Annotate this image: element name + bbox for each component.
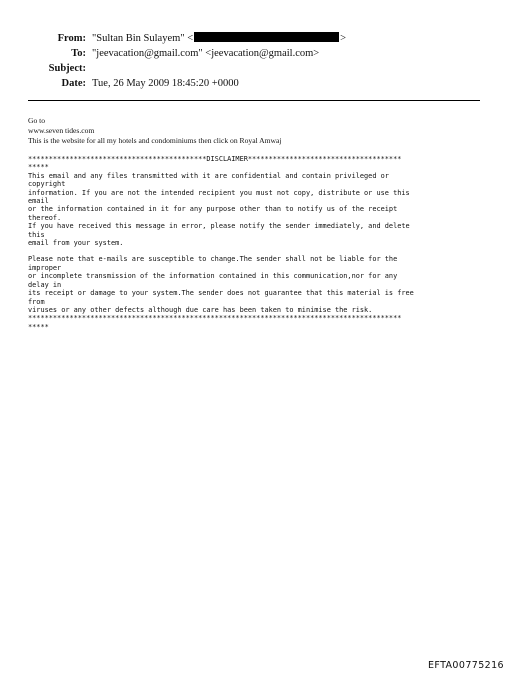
disclaimer-line: This email and any files transmitted with it are confidential and contain privileged or <box>28 171 389 180</box>
notice-line: viruses or any other defects although due care has been taken to minimise the risk. <box>28 305 373 314</box>
redaction-bar <box>194 32 339 42</box>
disclaimer-line: email from your system. <box>28 239 124 248</box>
notice-line: ***** <box>28 322 49 331</box>
header-divider <box>28 100 480 101</box>
from-label: From: <box>57 33 86 44</box>
disclaimer-line: If you have received this message in error, please notify the sender immediately, and delete <box>28 222 410 231</box>
disclaimer-line: this <box>28 230 45 239</box>
disclaimer-line: information. If you are not the intended recipient you must not copy, distribute or use this <box>28 188 410 197</box>
disclaimer-line: or the information contained in it for any purpose other than to notify us of the receipt <box>28 205 398 214</box>
disclaimer-line: *******************************************DISCLAIMER************************************* <box>28 155 402 163</box>
email-header <box>30 31 490 91</box>
from-value-end: > <box>340 33 347 44</box>
notice-line: its receipt or damage to your system.The sender does not guarantee that this material is free <box>28 289 414 298</box>
notice-line: ****************************************************************************************** <box>28 314 402 323</box>
to-label: To: <box>71 48 86 59</box>
subject-row <box>30 61 490 76</box>
from-row <box>30 31 490 46</box>
from-name: "Sultan Bin Sulayem" < <box>92 33 194 44</box>
notice-line: from <box>28 297 45 306</box>
disclaimer-line: ***** <box>28 163 49 172</box>
notice-line: Please note that e-mails are susceptible to change.The sender shall not be liable for the <box>28 255 398 264</box>
message-intro <box>28 116 488 146</box>
date-row <box>30 76 490 91</box>
from-value <box>92 31 346 46</box>
date-value: Tue, 26 May 2009 18:45:20 +0000 <box>92 78 239 89</box>
notice-line: delay in <box>28 280 62 289</box>
date-label: Date: <box>61 78 86 89</box>
document-id: EFTA00775216 <box>427 660 504 671</box>
notice-line: or incomplete transmission of the information contained in this communication,nor for any <box>28 272 398 281</box>
to-value: "jeevacation@gmail.com" <jeevacation@gmail.com> <box>92 48 320 59</box>
disclaimer-block <box>28 155 488 331</box>
intro-line: www.seven tides.com <box>28 126 95 135</box>
to-row <box>30 46 490 61</box>
disclaimer-line: copyright <box>28 180 66 189</box>
notice-line: improper <box>28 263 62 272</box>
disclaimer-line: thereof. <box>28 213 62 222</box>
intro-line: Go to <box>28 116 46 125</box>
intro-line: This is the website for all my hotels and condominiums then click on Royal Amwaj <box>28 136 282 145</box>
subject-label: Subject: <box>48 63 86 74</box>
paragraph-gap <box>28 247 488 255</box>
disclaimer-line: email <box>28 197 49 206</box>
